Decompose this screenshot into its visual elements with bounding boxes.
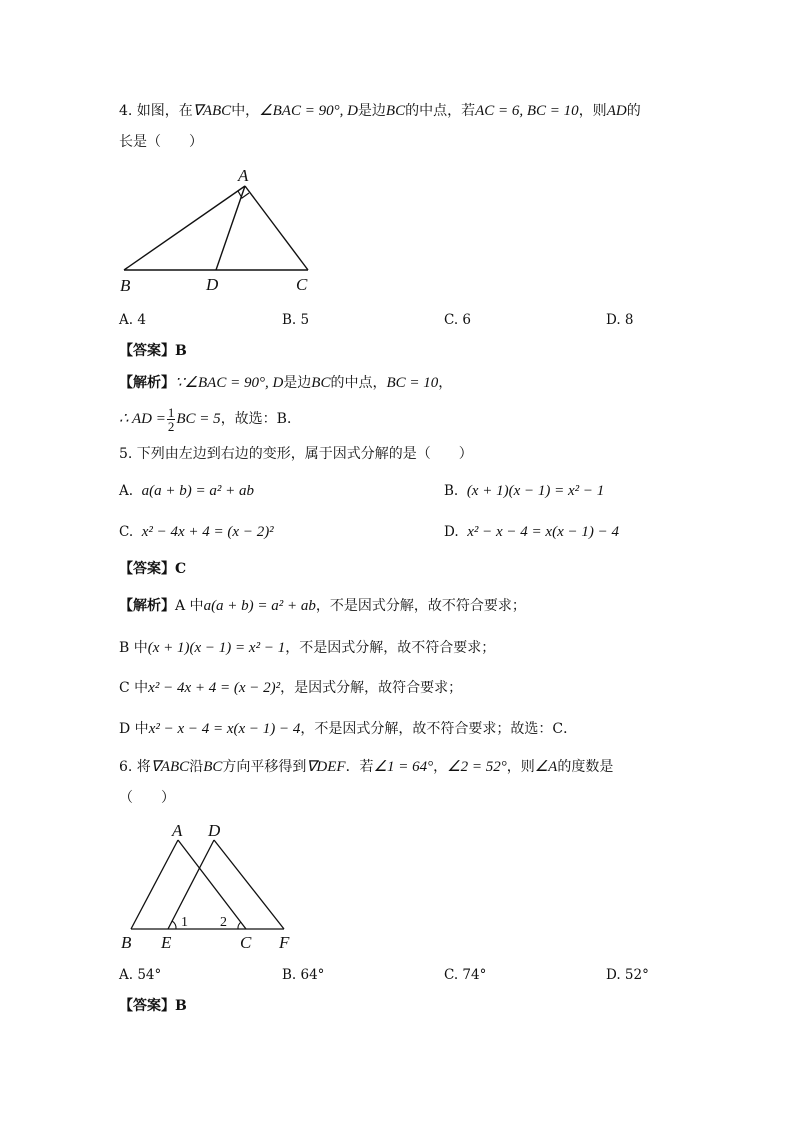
q6-seg-bc: BC	[203, 759, 223, 775]
q6-label-c: C	[240, 933, 252, 952]
q4-text: 4. 如图，在	[119, 103, 193, 119]
q4-option-c[interactable]: C. 6	[444, 312, 472, 328]
q4-analysis-math: ∴ AD =	[119, 411, 166, 427]
q5-option-label: B.	[444, 483, 459, 499]
q5-option-c[interactable]	[119, 522, 274, 542]
q4-stem-line1	[119, 101, 641, 121]
q5-option-b[interactable]	[444, 481, 604, 501]
q4-text: ，则	[578, 103, 607, 119]
q4-analysis-math: ∵∠BAC = 90°, D	[175, 375, 284, 391]
q6-label-a: A	[172, 821, 183, 840]
q5-analysis-math: a(a + b) = a² + ab	[203, 598, 316, 614]
q4-label-c: C	[296, 275, 308, 294]
q6-angle-2-arc	[238, 922, 241, 929]
q5-text: A 中	[175, 598, 204, 614]
q4-text: 是边	[357, 103, 386, 119]
q6-figure	[116, 818, 306, 958]
q6-option-b[interactable]: B. 64°	[282, 967, 325, 983]
q6-text: ，	[433, 759, 448, 775]
q4-text: 中，	[231, 103, 260, 119]
q6-side-ac	[178, 840, 246, 929]
q4-option-a[interactable]: A. 4	[119, 312, 146, 328]
q4-given: AC = 6, BC = 10	[475, 103, 579, 119]
q4-analysis-math: BC	[311, 375, 331, 391]
q4-median-ad	[216, 186, 245, 270]
q4-label-b: B	[120, 276, 131, 295]
q5-option-d[interactable]	[444, 522, 619, 542]
q4-analysis-math: BC = 5	[176, 411, 221, 427]
q4-angle-bac: ∠BAC = 90°, D	[259, 103, 358, 119]
q4-analysis-line1	[119, 373, 452, 393]
q6-triangle-abc: ∇ABC	[150, 759, 190, 775]
q5-analysis-line3	[119, 678, 462, 698]
q4-side-ab	[124, 186, 245, 270]
q4-analysis-math: BC = 10	[386, 375, 439, 391]
q4-fraction-half	[167, 406, 176, 433]
q5-analysis-math: x² − 4x + 4 = (x − 2)²	[148, 680, 281, 696]
q5-option-a[interactable]	[119, 481, 254, 501]
q5-option-label: C.	[119, 524, 134, 540]
q6-option-d[interactable]: D. 52°	[606, 967, 649, 983]
q4-triangle-abc: ∇ABC	[192, 103, 232, 119]
q6-side-ab	[131, 840, 178, 929]
q5-analysis-math: x² − x − 4 = x(x − 1) − 4	[148, 721, 301, 737]
q4-text: 是边	[283, 375, 312, 391]
q5-analysis-line2	[119, 638, 495, 658]
q6-label-1: 1	[181, 915, 188, 930]
q4-analysis-head: 【解析】	[119, 375, 175, 391]
q4-answer: 【答案】B	[119, 343, 187, 359]
q5-text: B 中	[119, 640, 148, 656]
q5-text: ，是因式分解，故符合要求；	[280, 680, 463, 696]
q5-answer: 【答案】C	[119, 561, 187, 577]
q6-label-e: E	[161, 933, 172, 952]
q6-label-f: F	[279, 933, 290, 952]
q6-stem-line2: （ ）	[119, 790, 175, 806]
q6-answer: 【答案】B	[119, 998, 187, 1014]
q6-label-2: 2	[220, 915, 227, 930]
q4-label-d: D	[206, 275, 219, 294]
q4-analysis-line2	[119, 404, 301, 434]
q4-stem-line2: 长是（ ）	[119, 134, 203, 150]
q4-label-a: A	[238, 166, 249, 185]
q5-option-label: A.	[119, 483, 134, 499]
q4-text: 的中点，若	[405, 103, 476, 119]
q6-stem-line1	[119, 757, 613, 777]
q6-angle-2: ∠2 = 52°	[447, 759, 507, 775]
q5-analysis-line4	[119, 719, 577, 739]
q6-text: 6. 将	[119, 759, 151, 775]
q6-angle-1: ∠1 = 64°	[373, 759, 434, 775]
q4-seg-ad: AD	[606, 103, 627, 119]
q6-text: 方向平移得到	[222, 759, 307, 775]
q4-text: ，故选：B．	[220, 411, 301, 427]
q6-side-de	[168, 840, 214, 929]
q5-option-math: x² − x − 4 = x(x − 1) − 4	[467, 524, 619, 540]
q4-text: ，	[438, 375, 453, 391]
q6-label-d: D	[208, 821, 221, 840]
q5-text: ，不是因式分解，故不符合要求；	[315, 598, 526, 614]
q5-text: ，不是因式分解，故不符合要求；故选：C．	[300, 721, 578, 737]
q4-text: 的中点，	[330, 375, 387, 391]
q4-figure	[114, 164, 324, 294]
q5-option-math: a(a + b) = a² + ab	[141, 483, 254, 499]
q5-analysis-math: (x + 1)(x − 1) = x² − 1	[147, 640, 286, 656]
q6-text: 的度数是	[557, 759, 614, 775]
q6-angle-a: ∠A	[534, 759, 558, 775]
q5-text: D 中	[119, 721, 149, 737]
q5-option-math: (x + 1)(x − 1) = x² − 1	[466, 483, 605, 499]
q6-option-a[interactable]: A. 54°	[119, 967, 162, 983]
q4-seg-bc: BC	[385, 103, 406, 119]
q4-option-d[interactable]: D. 8	[606, 312, 634, 328]
q6-text: ，则	[506, 759, 535, 775]
q6-triangle-def: ∇DEF	[306, 759, 346, 775]
frac-num: 1	[167, 404, 175, 420]
q5-text: C 中	[119, 680, 149, 696]
q5-option-label: D.	[444, 524, 459, 540]
q6-option-c[interactable]: C. 74°	[444, 967, 487, 983]
q5-analysis-head: 【解析】	[119, 598, 175, 614]
q4-side-ac	[245, 186, 308, 270]
q5-option-math: x² − 4x + 4 = (x − 2)²	[141, 524, 274, 540]
q6-angle-1-arc	[172, 921, 176, 929]
q6-label-b: B	[121, 933, 132, 952]
q4-text: 的	[626, 103, 641, 119]
q5-stem: 5. 下列由左边到右边的变形，属于因式分解的是（ ）	[119, 446, 473, 462]
q6-text: 沿	[189, 759, 204, 775]
frac-den: 2	[167, 418, 175, 434]
q5-analysis-line1	[119, 596, 526, 616]
q4-option-b[interactable]: B. 5	[282, 312, 310, 328]
q6-text: ．若	[345, 759, 374, 775]
q5-text: ，不是因式分解，故不符合要求；	[285, 640, 496, 656]
